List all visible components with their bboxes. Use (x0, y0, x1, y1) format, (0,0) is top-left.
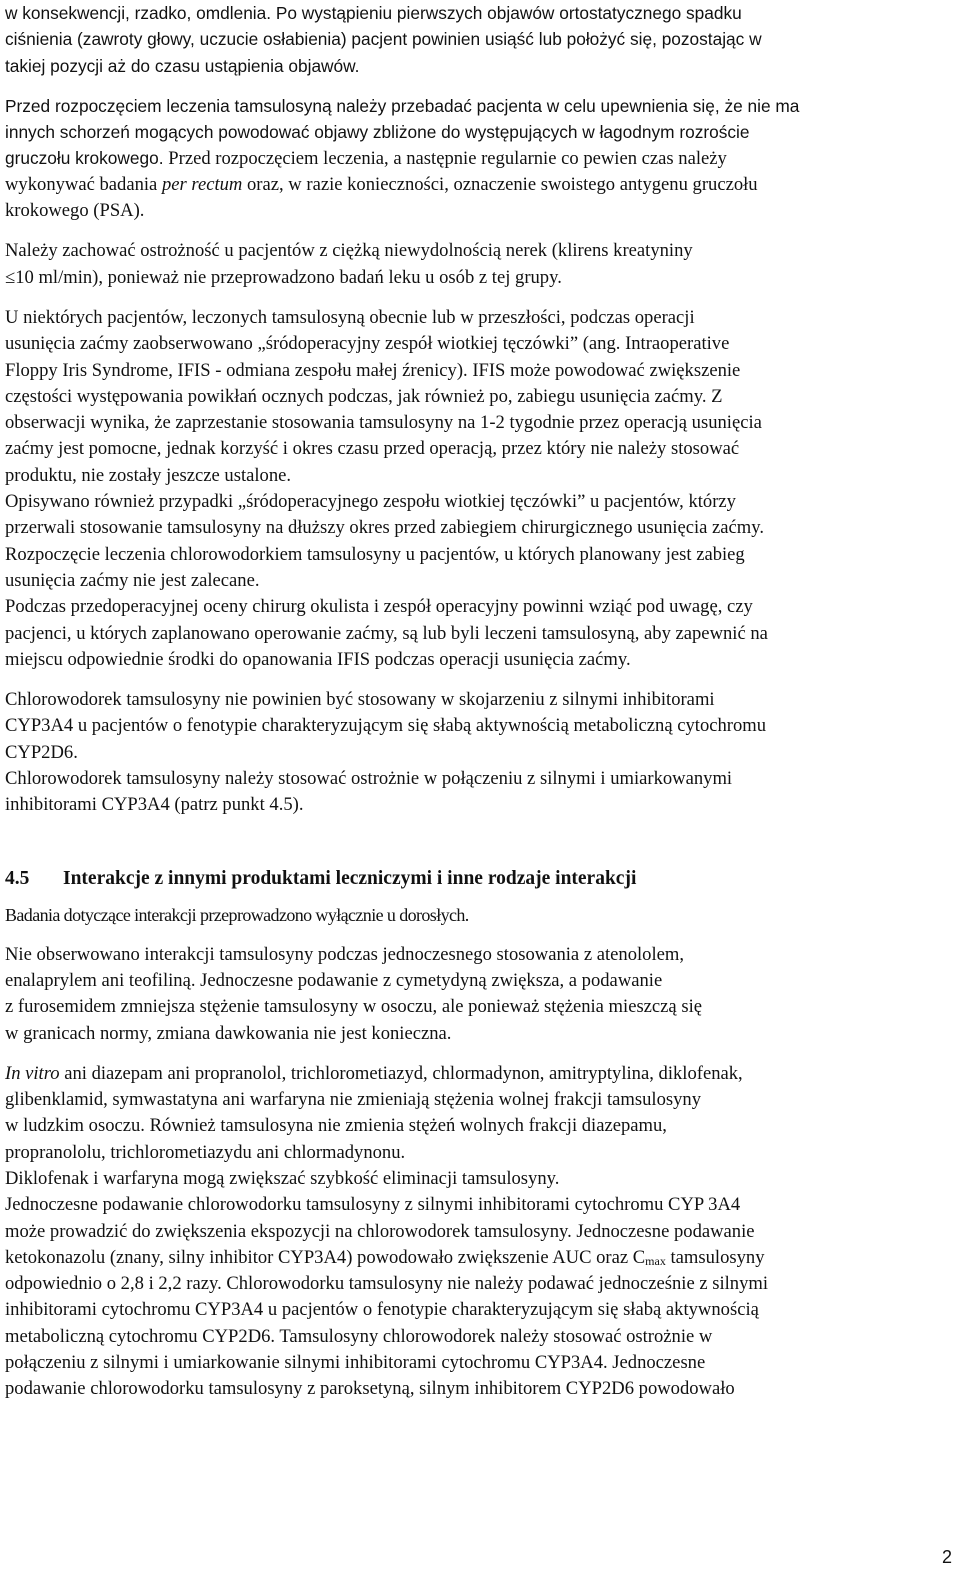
text-line (5, 1297, 953, 1323)
text-run: produktu, nie zostały jeszcze ustalone. (5, 464, 292, 486)
text-line (5, 687, 953, 713)
text-run: odpowiednio o 2,8 i 2,2 razy. Chlorowodorku tamsulosyny nie należy podawać jednocześnie z silnymi (5, 1273, 769, 1295)
text-line (5, 942, 953, 968)
text-run: ≤10 ml/min), ponieważ nie przeprowadzono badań leku u osób z tej grupy. (5, 266, 562, 288)
text-line (5, 647, 953, 673)
text-run: wykonywać badania (5, 173, 162, 195)
text-run: Chlorowodorek tamsulosyny nie powinien być stosowany w skojarzeniu z silnymi inhibitorami (5, 689, 715, 711)
text-run: ciśnienia (zawroty głowy, uczucie osłabienia) pacjent powinien usiąść lub położyć się, pozostając w (5, 29, 762, 50)
text-run: może prowadzić do zwiększenia ekspozycji na chlorowodorek tamsulosyny. Jednoczesne podawanie (5, 1220, 755, 1242)
text-run: usunięcia zaćmy nie jest zalecane. (5, 569, 260, 591)
text-run: Przed rozpoczęciem leczenia tamsulosyną należy przebadać pacjenta w celu upewnienia się, że nie ma (5, 95, 800, 116)
text-run: przerwali stosowanie tamsulosyny na dłuższy okres przed zabiegiem chirurgicznego usunięcia zaćmy. (5, 517, 764, 539)
text-line (5, 1166, 953, 1192)
paragraph-in-vitro (5, 1061, 953, 1403)
text-line (5, 1087, 953, 1113)
text-run: Chlorowodorek tamsulosyny należy stosować ostrożnie w połączeniu z silnymi i umiarkowanymi (5, 768, 733, 790)
text-run: oraz, w razie konieczności, oznaczenie swoistego antygenu gruczołu (242, 173, 758, 195)
text-run: per rectum (161, 173, 243, 195)
section-heading (5, 865, 953, 893)
text-line (5, 172, 953, 198)
text-run: Diklofenak i warfaryna mogą zwiększać szybkość eliminacji tamsulosyny. (5, 1167, 560, 1189)
text-line (5, 119, 953, 145)
paragraph-cyp3a4 (5, 687, 953, 818)
text-line (5, 713, 953, 739)
text-run: w konsekwencji, rzadko, omdlenia. Po wystąpieniu pierwszych objawów ortostatycznego spadku (5, 3, 742, 23)
text-line (5, 1271, 953, 1297)
page-number: 2 (941, 1547, 952, 1567)
text-run: Opisywano również przypadki „śródoperacyjnego zespołu wiotkiej tęczówki” u pacjentów, którzy (5, 491, 736, 513)
text-line (5, 1376, 953, 1402)
text-run: zaćmy jest pomocne, jednak korzyść i okres czasu przed operacją, przez który nie należy stosować (5, 438, 740, 460)
text-line (5, 968, 953, 994)
text-line (5, 766, 953, 792)
text-line (5, 489, 953, 515)
text-line (5, 238, 953, 264)
text-line (5, 1061, 953, 1087)
section-title: Interakcje z innymi produktami leczniczymi i inne rodzaje interakcji (63, 867, 637, 889)
text-line (5, 740, 953, 766)
text-run: glibenklamid, symwastatyna ani warfaryna nie zmieniają stężenia wolnej frakcji tamsulosyny (5, 1089, 702, 1111)
text-run: w ludzkim osoczu. Również tamsulosyna nie zmienia stężeń wolnych frakcji diazepamu, (5, 1115, 667, 1137)
adults-only-note: Badania dotyczące interakcji przeprowadzono wyłącznie u dorosłych. (5, 904, 469, 925)
section-number: 4.5 (5, 867, 30, 889)
text-run: CYP3A4 u pacjentów o fenotypie charakteryzującym się słabą aktywnością metaboliczną cytochromu (5, 715, 767, 737)
text-line (5, 542, 953, 568)
paragraph-ifis (5, 305, 953, 673)
text-run: metaboliczną cytochromu CYP2D6. Tamsulosyny chlorowodorek należy stosować ostrożnie w (5, 1325, 713, 1347)
text-run: innych schorzeń mogących powodować objawy zbliżone do występujących w łagodnym rozroście (5, 122, 750, 143)
text-run: częstości występowania powikłań ocznych podczas, jak również po, zabiegu usunięcia zaćmy. Z (5, 385, 723, 407)
paragraph-pre-treatment-exam (5, 93, 953, 224)
text-line (5, 265, 953, 291)
subscript-text: max (645, 1253, 666, 1268)
text-run: Przed rozpoczęciem leczenia, a następnie regularnie co pewien czas należy (168, 148, 727, 170)
text-line (5, 358, 953, 384)
text-run: CYP2D6. (5, 741, 78, 763)
text-line (5, 1113, 953, 1139)
text-line (5, 594, 953, 620)
text-line (5, 463, 953, 489)
text-line (5, 1219, 953, 1245)
text-run: ani diazepam ani propranolol, trichlorometiazyd, chlormadynon, amitryptylina, diklofenak, (59, 1062, 743, 1084)
text-run: ketokonazolu (znany, silny inhibitor CYP3A4) powodowało zwiększenie AUC oraz C (5, 1246, 646, 1268)
text-line (5, 331, 953, 357)
paragraph-orthostatic (5, 0, 953, 79)
text-line (5, 1245, 953, 1271)
text-line (5, 1140, 953, 1166)
text-line (5, 1324, 953, 1350)
text-line (5, 145, 953, 171)
text-run: propranololu, trichlorometiazydu ani chlormadynonu. (5, 1141, 406, 1163)
paragraph-renal-impairment (5, 238, 953, 291)
text-line (5, 568, 953, 594)
text-line (5, 26, 953, 52)
text-line (5, 994, 953, 1020)
text-run: enalaprylem ani teofiliną. Jednoczesne podawanie z cymetydyną zwiększa, a podawanie (5, 969, 663, 991)
text-run: gruczołu krokowego. (5, 148, 169, 169)
text-run: Floppy Iris Syndrome, IFIS - odmiana zespołu małej źrenicy). IFIS może powodować zwiększenie (5, 359, 741, 381)
text-run: w granicach normy, zmiana dawkowania nie jest konieczna. (5, 1022, 452, 1044)
text-line (5, 1192, 953, 1218)
paragraph-interactions-observed (5, 942, 953, 1047)
text-line (5, 384, 953, 410)
text-run: z furosemidem zmniejsza stężenie tamsulosyny w osoczu, ale ponieważ stężenia mieszczą się (5, 996, 702, 1018)
text-run: takiej pozycji aż do czasu ustąpienia objawów. (5, 55, 360, 76)
text-line (5, 621, 953, 647)
text-line (5, 198, 953, 224)
text-line (5, 0, 953, 26)
text-run: pacjenci, u których zaplanowano operowanie zaćmy, są lub byli leczeni tamsulosyną, aby zapewnić na (5, 622, 768, 644)
text-line (5, 1021, 953, 1047)
text-line (5, 53, 953, 79)
text-run: Nie obserwowano interakcji tamsulosyny podczas jednoczesnego stosowania z atenololem, (5, 943, 684, 965)
text-run: krokowego (PSA). (5, 200, 145, 222)
text-line (5, 410, 953, 436)
text-line (5, 792, 953, 818)
text-line (5, 1350, 953, 1376)
text-run: obserwacji wynika, że zaprzestanie stosowania tamsulosyny na 1-2 tygodnie przez operacją usunięcia (5, 412, 762, 434)
text-run: inhibitorami CYP3A4 (patrz punkt 4.5). (5, 794, 304, 816)
text-run: Podczas przedoperacyjnej oceny chirurg okulista i zespół operacyjny powinni wziąć pod uwagę, czy (5, 596, 753, 618)
text-run: miejscu odpowiednie środki do opanowania IFIS podczas operacji usunięcia zaćmy. (5, 648, 631, 670)
text-run: Należy zachować ostrożność u pacjentów z ciężką niewydolnością nerek (klirens kreatyniny (5, 240, 693, 262)
text-run: usunięcia zaćmy zaobserwowano „śródoperacyjny zespół wiotkiej tęczówki” (ang. Intraoperative (5, 333, 730, 355)
text-run: In vitro (5, 1062, 60, 1084)
text-run: Jednoczesne podawanie chlorowodorku tamsulosyny z silnymi inhibitorami cytochromu CYP 3A4 (5, 1194, 741, 1216)
document-page (5, 0, 953, 1403)
text-line (5, 305, 953, 331)
text-run: połączeniu z silnymi i umiarkowanie silnymi inhibitorami cytochromu CYP3A4. Jednoczesne (5, 1352, 706, 1374)
text-run: podawanie chlorowodorku tamsulosyny z paroksetyną, silnym inhibitorem CYP2D6 powodowało (5, 1378, 735, 1400)
text-run: tamsulosyny (665, 1246, 765, 1268)
text-run: Rozpoczęcie leczenia chlorowodorkiem tamsulosyny u pacjentów, u których planowany jest zabieg (5, 543, 745, 565)
text-line (5, 436, 953, 462)
text-line (5, 515, 953, 541)
text-line (5, 93, 953, 119)
text-run: inhibitorami cytochromu CYP3A4 u pacjentów o fenotypie charakteryzującym się słabą aktywnością (5, 1299, 759, 1321)
text-run: U niektórych pacjentów, leczonych tamsulosyną obecnie lub w przeszłości, podczas operacji (5, 306, 695, 328)
